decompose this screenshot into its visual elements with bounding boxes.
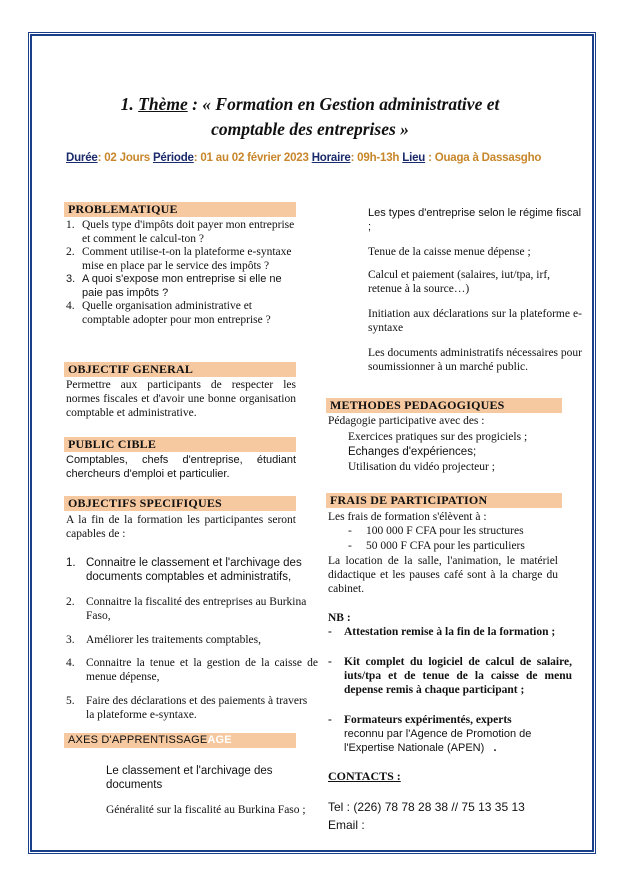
problematique-list [66,219,298,327]
frais-note: La location de la salle, l'animation, le matériel didactique et les pauses café sont à la charge du cabinet. [328,555,558,595]
objectif-general-heading: OBJECTIF GENERAL [64,362,296,377]
axes-heading-label: AXES D'APPRENTISSAGE [68,734,208,746]
duree-value: : 02 Jours [97,152,153,164]
list-item: Initiation aux déclarations sur la plateforme e-syntaxe [368,308,582,334]
list-item: 1. Quels type d'impôts doit payer mon entreprise et comment le calcul-ton ? [66,219,295,245]
list-item: 1. Connaitre le classement et l'archivage des documents comptables et administratifs, [66,557,302,583]
list-item: Tenue de la caisse menue dépense ; [368,246,531,258]
title-line1-rest: : « Formation en Gestion administrative et [187,94,500,114]
frais-intro: Les frais de formation s'élèvent à : [328,511,487,523]
duree-label: Durée [66,152,98,164]
list-item: Le classement et l'archivage des documents [106,765,273,791]
objectif-general-text: Permettre aux participants de respecter les normes fiscales et d'avoir une bonne organisation comptable et administrative. [66,379,296,419]
list-item: 3. Améliorer les traitements comptables, [66,634,261,646]
public-cible-heading: PUBLIC CIBLE [64,437,296,452]
contacts-heading: CONTACTS : [328,769,401,783]
lieu-label: Lieu [402,152,426,164]
list-item: - Attestation remise à la fin de la formation ; [328,626,556,638]
contacts-email: Email : [328,818,365,832]
axes-heading [64,733,296,748]
public-cible-text: Comptables, chefs d'entreprise, étudiant chercheurs d'emploi et particulier. [66,454,296,480]
title-theme-label: Thème [138,94,188,114]
periode-value: : 01 au 02 février 2023 [193,152,312,164]
list-item: Echanges d'expériences; [348,446,477,458]
periode-label: Période [152,152,194,164]
title-line-1 [40,92,580,116]
list-item: - 50 000 F CFA pour les particuliers [348,540,525,552]
list-item: 2. Comment utilise-t-on la plateforme e-syntaxe mise en place par le service des impôts ? [66,246,292,272]
list-item: 5. Faire des déclarations et des paiements à travers la plateforme e-syntaxe. [66,695,308,721]
list-item: 4. Quelle organisation administrative et comptable adopter pour mon entreprise ? [66,300,271,326]
frais-heading: FRAIS DE PARTICIPATION [326,493,562,508]
list-item: 3. A quoi s'expose mon entreprise si elle ne paie pas impôts ? [66,273,282,299]
title-number: 1. [120,94,134,114]
list-item: Les documents administratifs nécessaires pour soumissionner à un marché public. [368,347,582,373]
objectifs-specifiques-intro: A la fin de la formation les participantes seront capables de : [66,514,296,540]
list-item: - Kit complet du logiciel de calcul de salaire, iuts/tpa et de tenue de la caisse de menu depense remis à chaque participant ; [328,656,572,696]
methodes-heading: METHODES PEDAGOGIQUES [326,398,562,413]
contacts-tel: Tel : (226) 78 78 28 38 // 75 13 35 13 [328,800,525,814]
list-item: Calcul et paiement (salaires, iut/tpa, irf, retenue à la source…) [368,269,551,295]
lieu-value: : Ouaga à Dassasgho [425,152,542,164]
list-item: - Formateurs expérimentés, experts [328,714,512,726]
horaire-label: Horaire [311,152,351,164]
nb-label: NB : [328,612,351,624]
methodes-intro: Pédagogie participative avec des : [328,415,485,427]
problematique-heading: PROBLEMATIQUE [64,202,296,217]
list-item: Les types d'entreprise selon le régime fiscal ; [368,207,582,233]
list-item: 2. Connaitre la fiscalité des entreprises au Burkina Faso, [66,596,307,622]
axes-heading-ghost: AGE [207,734,232,746]
list-item: - 100 000 F CFA pour les structures [348,525,524,537]
list-item: 4. Connaitre la tenue et la gestion de la caisse de menue dépense, [66,657,318,683]
nb-apen: reconnu par l'Agence de Promotion de l'Expertise Nationale (APEN) . [344,728,532,754]
info-bar [66,152,566,164]
list-item: Exercices pratiques sur des progiciels ; [348,431,528,443]
list-item: Utilisation du vidéo projecteur ; [348,461,495,473]
objectifs-specifiques-heading: OBJECTIFS SPECIFIQUES [64,496,296,511]
horaire-value: : 09h-13h [350,152,403,164]
list-item: Généralité sur la fiscalité au Burkina Faso ; [106,804,306,816]
title-line-2: comptable des entreprises » [211,119,409,139]
